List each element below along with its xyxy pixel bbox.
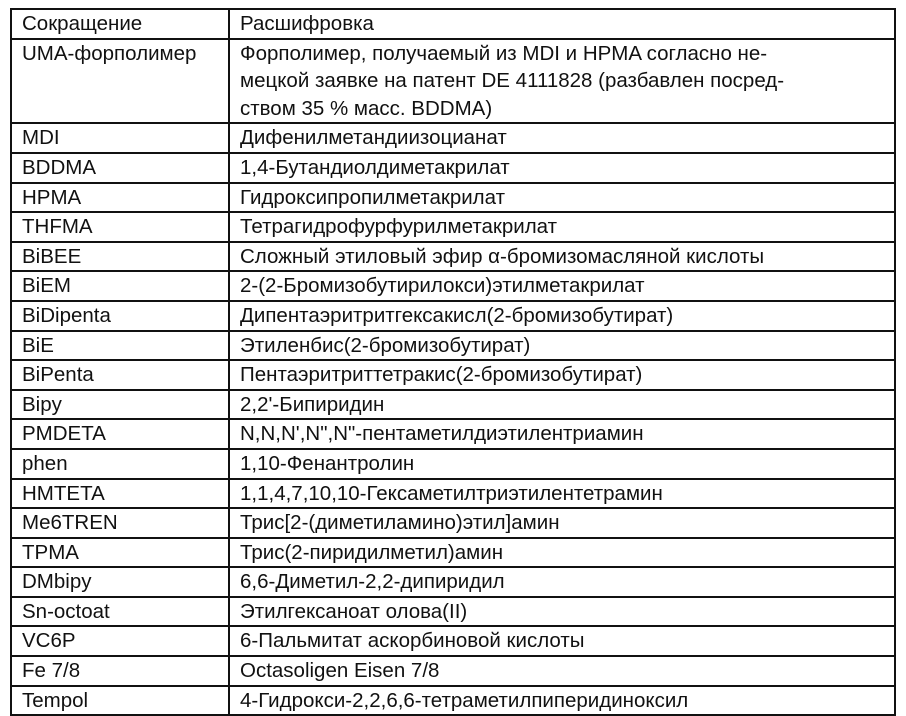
table-row bbox=[11, 567, 895, 597]
abbreviation-cell: phen bbox=[11, 449, 229, 479]
table-row bbox=[11, 479, 895, 509]
meaning-cell: 2,2'-Бипиридин bbox=[229, 390, 895, 420]
meaning-cell: Пентаэритриттетракис(2-бромизобутират) bbox=[229, 360, 895, 390]
meaning-cell: Этиленбис(2-бромизобутират) bbox=[229, 331, 895, 361]
meaning-cell: Этилгексаноат олова(II) bbox=[229, 597, 895, 627]
header-meaning: Расшифровка bbox=[229, 9, 895, 39]
abbreviation-cell: Bipy bbox=[11, 390, 229, 420]
table-row bbox=[11, 449, 895, 479]
abbreviation-cell: HMTETA bbox=[11, 479, 229, 509]
abbreviation-cell: BiBEE bbox=[11, 242, 229, 272]
table-row bbox=[11, 626, 895, 656]
table-row bbox=[11, 508, 895, 538]
meaning-cell: 1,4-Бутандиолдиметакрилат bbox=[229, 153, 895, 183]
abbreviation-cell: Tempol bbox=[11, 686, 229, 716]
meaning-cell: Дипентаэритритгексакисл(2-бромизобутират) bbox=[229, 301, 895, 331]
table-row bbox=[11, 212, 895, 242]
meaning-cell: 4-Гидрокси-2,2,6,6-тетраметилпиперидиноксил bbox=[229, 686, 895, 716]
abbreviations-table bbox=[10, 8, 896, 716]
abbreviation-cell: Me6TREN bbox=[11, 508, 229, 538]
abbreviation-cell: UMA-форполимер bbox=[11, 39, 229, 124]
abbreviation-cell: VC6P bbox=[11, 626, 229, 656]
abbreviation-cell: PMDETA bbox=[11, 419, 229, 449]
meaning-cell: Трис(2-пиридилметил)амин bbox=[229, 538, 895, 568]
abbreviation-cell: Sn-octoat bbox=[11, 597, 229, 627]
table-row bbox=[11, 538, 895, 568]
table-row bbox=[11, 597, 895, 627]
meaning-cell: 6,6-Диметил-2,2-дипиридил bbox=[229, 567, 895, 597]
abbreviation-cell: BiDipenta bbox=[11, 301, 229, 331]
abbreviation-cell: BiE bbox=[11, 331, 229, 361]
meaning-cell: Форполимер, получаемый из MDI и HPMA согласно не- мецкой заявке на патент DE 4111828 (разбавлен посред- ством 35 % масс. BDDMA) bbox=[229, 39, 895, 124]
table-row bbox=[11, 301, 895, 331]
meaning-cell: 1,1,4,7,10,10-Гексаметилтриэтилентетрамин bbox=[229, 479, 895, 509]
meaning-cell: 2-(2-Бромизобутирилокси)этилметакрилат bbox=[229, 271, 895, 301]
table-row bbox=[11, 686, 895, 716]
meaning-cell: Гидроксипропилметакрилат bbox=[229, 183, 895, 213]
abbreviation-cell: THFMA bbox=[11, 212, 229, 242]
header-row bbox=[11, 9, 895, 39]
table-row bbox=[11, 656, 895, 686]
abbreviation-cell: BiPenta bbox=[11, 360, 229, 390]
meaning-cell: 6-Пальмитат аскорбиновой кислоты bbox=[229, 626, 895, 656]
abbreviation-cell: MDI bbox=[11, 123, 229, 153]
meaning-cell: Дифенилметандиизоцианат bbox=[229, 123, 895, 153]
abbreviation-cell: BiEM bbox=[11, 271, 229, 301]
table-row bbox=[11, 271, 895, 301]
table-row bbox=[11, 153, 895, 183]
meaning-cell: Сложный этиловый эфир α-бромизомасляной кислоты bbox=[229, 242, 895, 272]
meaning-cell: Трис[2-(диметиламино)этил]амин bbox=[229, 508, 895, 538]
abbreviation-cell: BDDMA bbox=[11, 153, 229, 183]
meaning-cell: 1,10-Фенантролин bbox=[229, 449, 895, 479]
meaning-cell: N,N,N',N",N"-пентаметилдиэтилентриамин bbox=[229, 419, 895, 449]
table-row bbox=[11, 242, 895, 272]
header-abbreviation: Сокращение bbox=[11, 9, 229, 39]
table-row bbox=[11, 360, 895, 390]
meaning-cell: Octasoligen Eisen 7/8 bbox=[229, 656, 895, 686]
abbreviation-cell: Fe 7/8 bbox=[11, 656, 229, 686]
abbreviation-cell: DMbipy bbox=[11, 567, 229, 597]
table-row bbox=[11, 183, 895, 213]
table-row bbox=[11, 390, 895, 420]
table-row bbox=[11, 123, 895, 153]
abbreviation-cell: TPMA bbox=[11, 538, 229, 568]
table-row bbox=[11, 39, 895, 124]
abbreviation-cell: HPMA bbox=[11, 183, 229, 213]
table-row bbox=[11, 419, 895, 449]
table-row bbox=[11, 331, 895, 361]
meaning-cell: Тетрагидрофурфурилметакрилат bbox=[229, 212, 895, 242]
